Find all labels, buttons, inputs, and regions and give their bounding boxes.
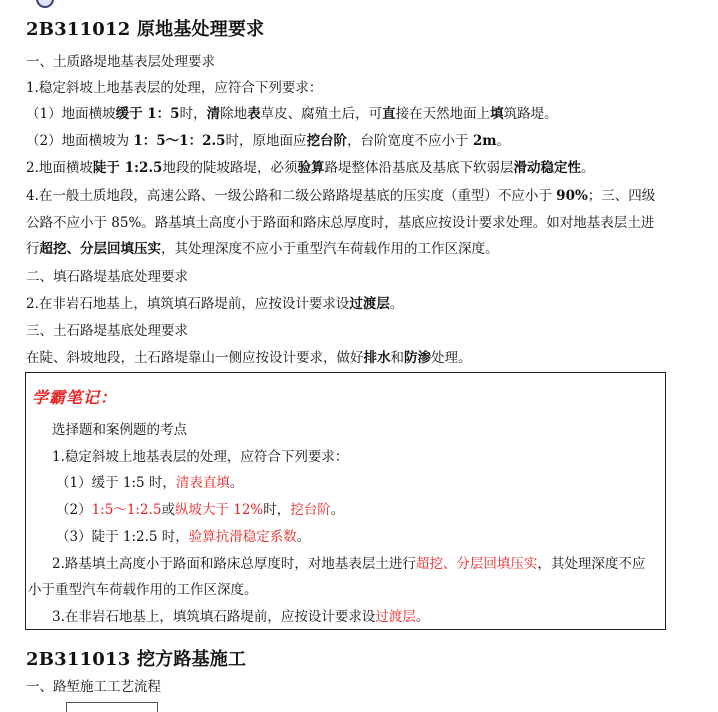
- notes-title: 学霸笔记：: [32, 388, 118, 407]
- note-line-1: 选择题和案例题的考点: [52, 422, 187, 438]
- flowchart-box-fragment: [66, 702, 158, 712]
- paragraph-7: 行超挖、分层回填压实，其处理深度不应小于重型汽车荷载作用的工作区深度。: [26, 241, 499, 257]
- paragraph-5: 4.在一般土质地段，高速公路、一级公路和二级公路路堤基底的压实度（重型）不应小于 90%；三、四级: [26, 188, 656, 204]
- note-line-8: 3.在非岩石地基上，填筑填石路堤前，应按设计要求设过渡层。: [52, 609, 430, 625]
- note-line-4: （2）1:5～1:2.5或纵坡大于 12%时，挖台阶。: [56, 502, 345, 518]
- study-notes-box: [25, 372, 666, 630]
- paragraph-1: 1.稳定斜坡上地基表层的处理，应符合下列要求：: [26, 80, 323, 96]
- subheading-3: 三、土石路堤基底处理要求: [26, 323, 188, 339]
- paragraph-6: 公路不应小于 85%。路基填土高度小于路面和路床总厚度时，基底应按设计要求处理。如对地基表层土进: [26, 215, 655, 231]
- note-line-6: 2.路基填土高度小于路面和路床总厚度时，对地基表层土进行超挖、分层回填压实，其处理深度不应: [52, 556, 646, 572]
- paragraph-2: （1）地面横坡缓于 1：5时，清除地表草皮、腐殖土后，可直接在天然地面上填筑路堤。: [26, 106, 558, 122]
- subheading-2: 二、填石路堤基底处理要求: [26, 269, 188, 285]
- logo-icon: [36, 0, 54, 8]
- section-heading-2b311012: 2B311012 原地基处理要求: [26, 19, 265, 40]
- paragraph-3: （2）地面横坡为 1：5～1：2.5时，原地面应挖台阶，台阶宽度不应小于 2m。: [26, 133, 511, 149]
- paragraph-8: 2.在非岩石地基上，填筑填石路堤前，应按设计要求设过渡层。: [26, 296, 404, 312]
- note-line-5: （3）陡于 1:2.5 时，验算抗滑稳定系数。: [56, 529, 311, 545]
- note-line-7: 小于重型汽车荷载作用的工作区深度。: [28, 582, 258, 598]
- note-line-2: 1.稳定斜坡上地基表层的处理，应符合下列要求：: [52, 449, 349, 465]
- logo-fragment: [36, 0, 70, 8]
- subheading-4: 一、路堑施工工艺流程: [26, 679, 161, 695]
- note-line-3: （1）缓于 1:5 时，清表直填。: [56, 475, 244, 491]
- section-heading-2b311013: 2B311013 挖方路基施工: [26, 649, 247, 670]
- subheading-1: 一、土质路堤地基表层处理要求: [26, 54, 215, 70]
- paragraph-4: 2.地面横坡陡于 1:2.5地段的陡坡路堤，必须验算路堤整体沿基底及基底下软弱层滑动稳定性。: [26, 160, 595, 176]
- paragraph-9: 在陡、斜坡地段，土石路堤靠山一侧应按设计要求，做好排水和防渗处理。: [26, 350, 472, 366]
